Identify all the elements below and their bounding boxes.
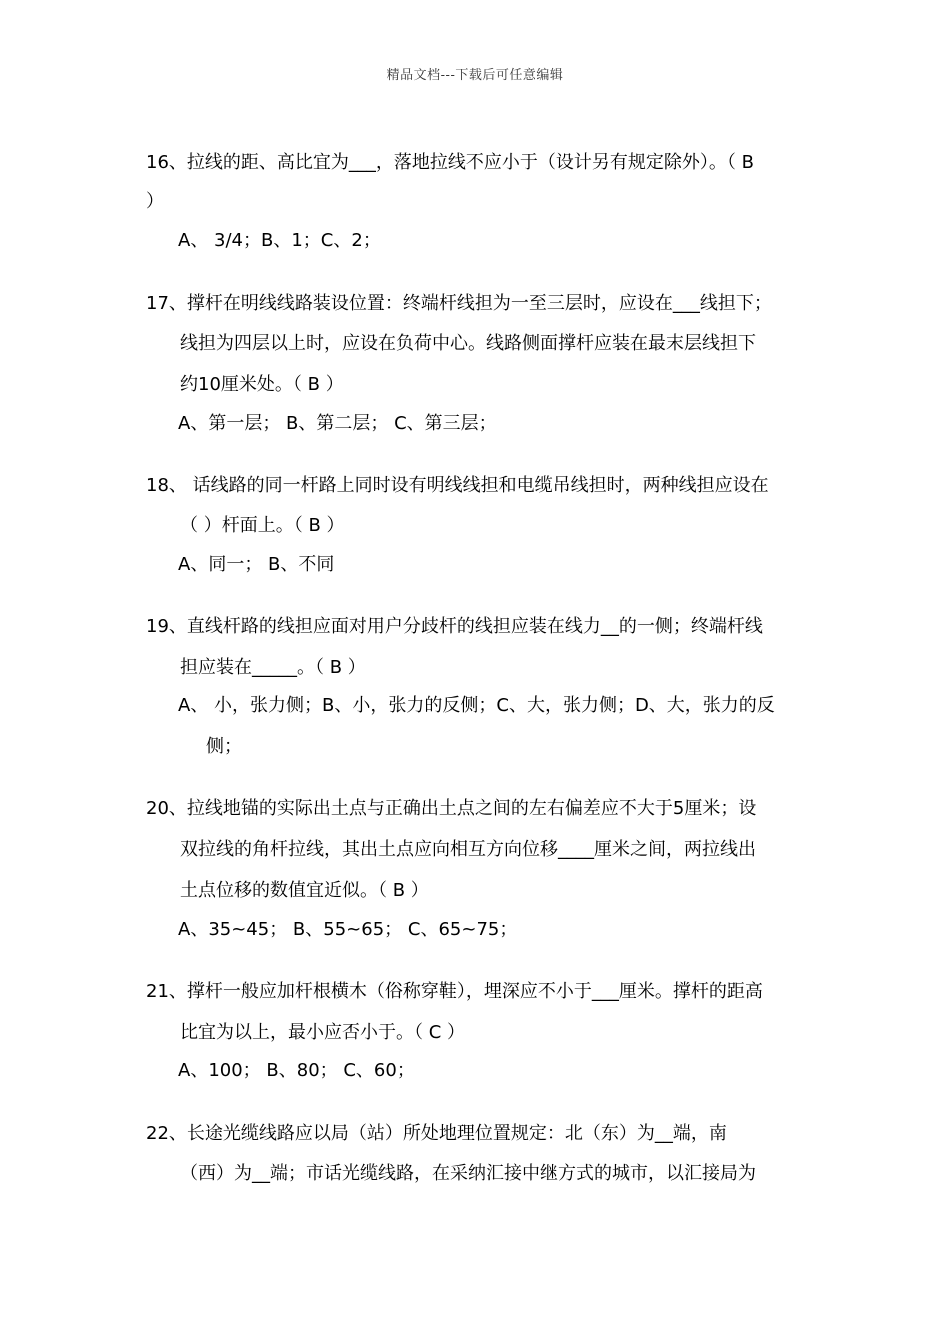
question-17-line-3: 约10厘米处。（ B ）: [180, 374, 344, 395]
page-header: 精品文档---下载后可任意编辑: [386, 68, 564, 83]
question-22-line-2: （西）为__端；市话光缆线路，在采纳汇接中继方式的城市，以汇接局为: [180, 1163, 756, 1184]
question-16-line-2: ）: [146, 191, 164, 212]
question-17-line-1: 17、撑杆在明线线路装设位置：终端杆线担为一至三层时，应设在___线担下；: [146, 293, 772, 314]
question-18-line-1: 18、 话线路的同一杆路上同时设有明线线担和电缆吊线担时，两种线担应设在: [146, 475, 769, 496]
question-18-line-2: （ ）杆面上。（ B ）: [180, 515, 345, 536]
question-21-line-2: 比宜为以上，最小应否小于。（ C ）: [180, 1022, 466, 1043]
question-19-line-1: 19、直线杆路的线担应面对用户分歧杆的线担应装在线力__的一侧；终端杆线: [146, 616, 763, 637]
question-17-options: A、第一层； B、第二层； C、第三层；: [178, 413, 497, 434]
question-17-line-2: 线担为四层以上时，应设在负荷中心。线路侧面撑杆应装在最末层线担下: [180, 333, 756, 354]
question-16-options: A、 3/4；B、1；C、2；: [178, 230, 381, 251]
question-19-line-2: 担应装在_____。（ B ）: [180, 657, 366, 678]
question-21-options: A、100； B、80； C、60；: [178, 1060, 415, 1081]
question-20-line-1: 20、拉线地锚的实际出土点与正确出土点之间的左右偏差应不大于5厘米；设: [146, 798, 757, 819]
question-20-line-3: 土点位移的数值宜近似。（ B ）: [180, 880, 429, 901]
question-19-options-line-2: 侧；: [206, 736, 242, 757]
question-16-line-1: 16、拉线的距、高比宜为___，落地拉线不应小于（设计另有规定除外）。（ B: [146, 152, 754, 173]
question-20-options: A、35~45； B、55~65； C、65~75；: [178, 919, 518, 940]
question-21-line-1: 21、撑杆一般应加杆根横木（俗称穿鞋），埋深应不小于___厘米。撑杆的距高: [146, 981, 763, 1002]
question-20-line-2: 双拉线的角杆拉线，其出土点应向相互方向位移____厘米之间，两拉线出: [180, 839, 756, 860]
question-18-options: A、同一； B、不同: [178, 554, 335, 575]
question-22-line-1: 22、长途光缆线路应以局（站）所处地理位置规定：北（东）为__端，南: [146, 1123, 727, 1144]
question-19-options-line-1: A、 小，张力侧；B、小，张力的反侧；C、大，张力侧；D、大，张力的反: [178, 695, 775, 716]
